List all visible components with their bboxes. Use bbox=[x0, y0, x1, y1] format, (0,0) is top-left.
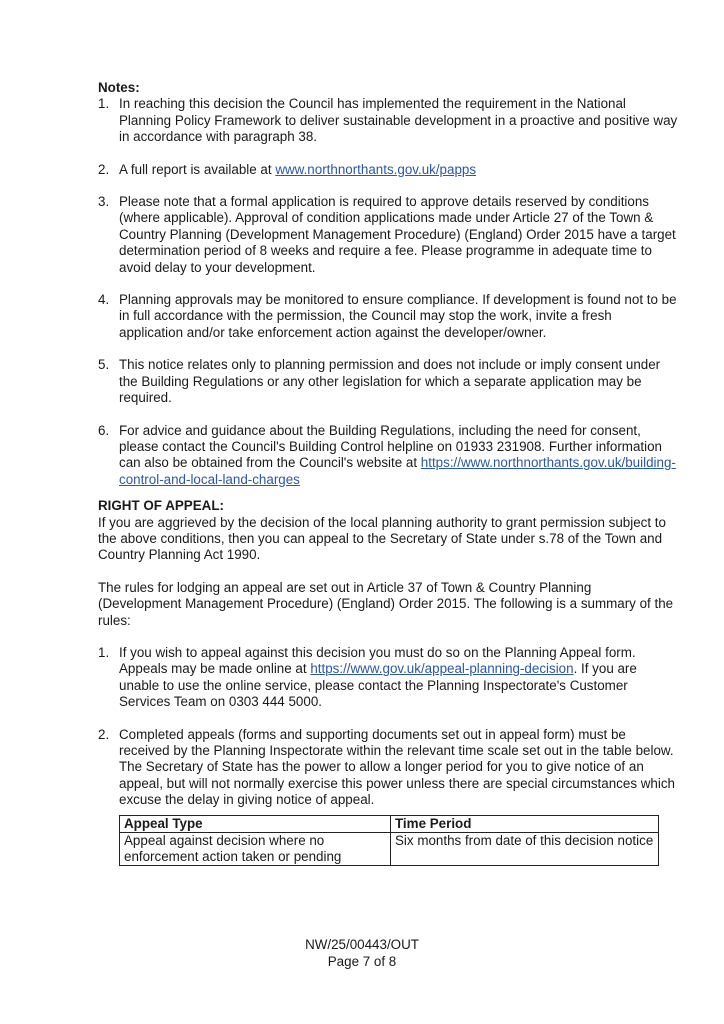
appeal-rule-2 bbox=[98, 727, 678, 809]
page-number: Page 7 of 8 bbox=[327, 954, 397, 969]
note-item-6 bbox=[98, 423, 678, 489]
note-number: 2. bbox=[98, 161, 110, 177]
note-text: Please note that a formal application is required to approve details reserved by conditions (where applicable). Approval of condition applications made under Article 27 of the Town & Country Planning (Development Management Procedure) (England) Order 2015 have a target determination period of 8 weeks and require a fee. Please programme in adequate time to avoid delay to your development. bbox=[119, 194, 676, 275]
notes-list bbox=[98, 96, 678, 488]
note-item-3 bbox=[98, 194, 678, 276]
appeal-rules-list bbox=[98, 645, 678, 809]
note-text: Planning approvals may be monitored to ensure compliance. If development is found not to be in full accordance with the permission, the Council may stop the work, invite a fresh application and/or take enforcement action against the developer/owner. bbox=[119, 292, 677, 340]
note-number: 4. bbox=[98, 292, 110, 308]
notes-heading: Notes: bbox=[98, 80, 140, 95]
note-item-2 bbox=[98, 162, 678, 178]
document-page bbox=[98, 80, 678, 866]
note-text bbox=[119, 423, 678, 489]
note-number: 6. bbox=[98, 422, 110, 438]
building-control-link[interactable]: https://www.northnorthants.gov.uk/building-control-and-local-land-charges bbox=[119, 455, 676, 487]
table-header-appeal-type: Appeal Type bbox=[120, 815, 391, 832]
note-number: 5. bbox=[98, 357, 110, 373]
rule-text-before: If you wish to appeal against this decision you must do so on the Planning Appeal form. Appeals may be made online at bbox=[119, 644, 636, 677]
table-row bbox=[120, 832, 659, 865]
appeal-heading: RIGHT OF APPEAL: bbox=[98, 498, 224, 514]
rule-text-after: . If you are unable to use the online service, please contact the Planning Inspectorate's Customer Services Team on 0303 444 5000. bbox=[119, 661, 637, 710]
appeal-planning-link[interactable]: https://www.gov.uk/appeal-planning-decision bbox=[310, 661, 574, 677]
rule-text bbox=[119, 645, 678, 711]
page-footer bbox=[0, 936, 724, 970]
note-item-5 bbox=[98, 357, 678, 406]
note-number: 3. bbox=[98, 194, 110, 210]
note-item-4 bbox=[98, 292, 678, 341]
table-header-row bbox=[120, 815, 659, 832]
rule-number: 2. bbox=[98, 726, 110, 742]
note-text: In reaching this decision the Council has implemented the requirement in the National Planning Policy Framework to deliver sustainable development in a proactive and positive way in accordance with paragraph 38. bbox=[119, 96, 678, 145]
table-cell-time-period: Six months from date of this decision notice bbox=[391, 832, 659, 865]
note-number: 1. bbox=[98, 96, 110, 112]
rule-text: Completed appeals (forms and supporting documents set out in appeal form) must be received by the Planning Inspectorate within the relevant time scale set out in the table below. The Secretary of State has the power to allow a longer period for you to give notice of an appeal, but will not normally exercise this power unless there are special circumstances which excuse the delay in giving notice of appeal. bbox=[119, 726, 675, 808]
appeal-paragraph-1: If you are aggrieved by the decision of the local planning authority to grant permission subject to the above conditions, then you can appeal to the Secretary of State under s.78 of the Town and Country Planning Act 1990. bbox=[98, 514, 666, 563]
note-item-1 bbox=[98, 96, 678, 145]
note-text-before: For advice and guidance about the Building Regulations, including the need for consent, please contact the Council's Building Control helpline on 01933 231908. Further information can also be obtained from the Council's website at bbox=[119, 422, 662, 471]
reference-number: NW/25/00443/OUT bbox=[305, 937, 419, 952]
appeal-time-table bbox=[119, 815, 659, 866]
table-cell-appeal-type: Appeal against decision where no enforcement action taken or pending bbox=[120, 832, 391, 865]
table-header-time-period: Time Period bbox=[391, 815, 659, 832]
appeal-paragraph-2: The rules for lodging an appeal are set out in Article 37 of Town & Country Planning (Development Management Procedure) (England) Order 2015. The following is a summary of the rules: bbox=[98, 579, 674, 628]
appeal-rule-1 bbox=[98, 645, 678, 711]
note-text-before: A full report is available at bbox=[119, 161, 276, 177]
note-text bbox=[119, 162, 678, 178]
rule-number: 1. bbox=[98, 644, 110, 660]
note-text: This notice relates only to planning permission and does not include or imply consent under the Building Regulations or any other legislation for which a separate application may be required. bbox=[119, 357, 661, 406]
report-link[interactable]: www.northnorthants.gov.uk/papps bbox=[275, 161, 477, 177]
